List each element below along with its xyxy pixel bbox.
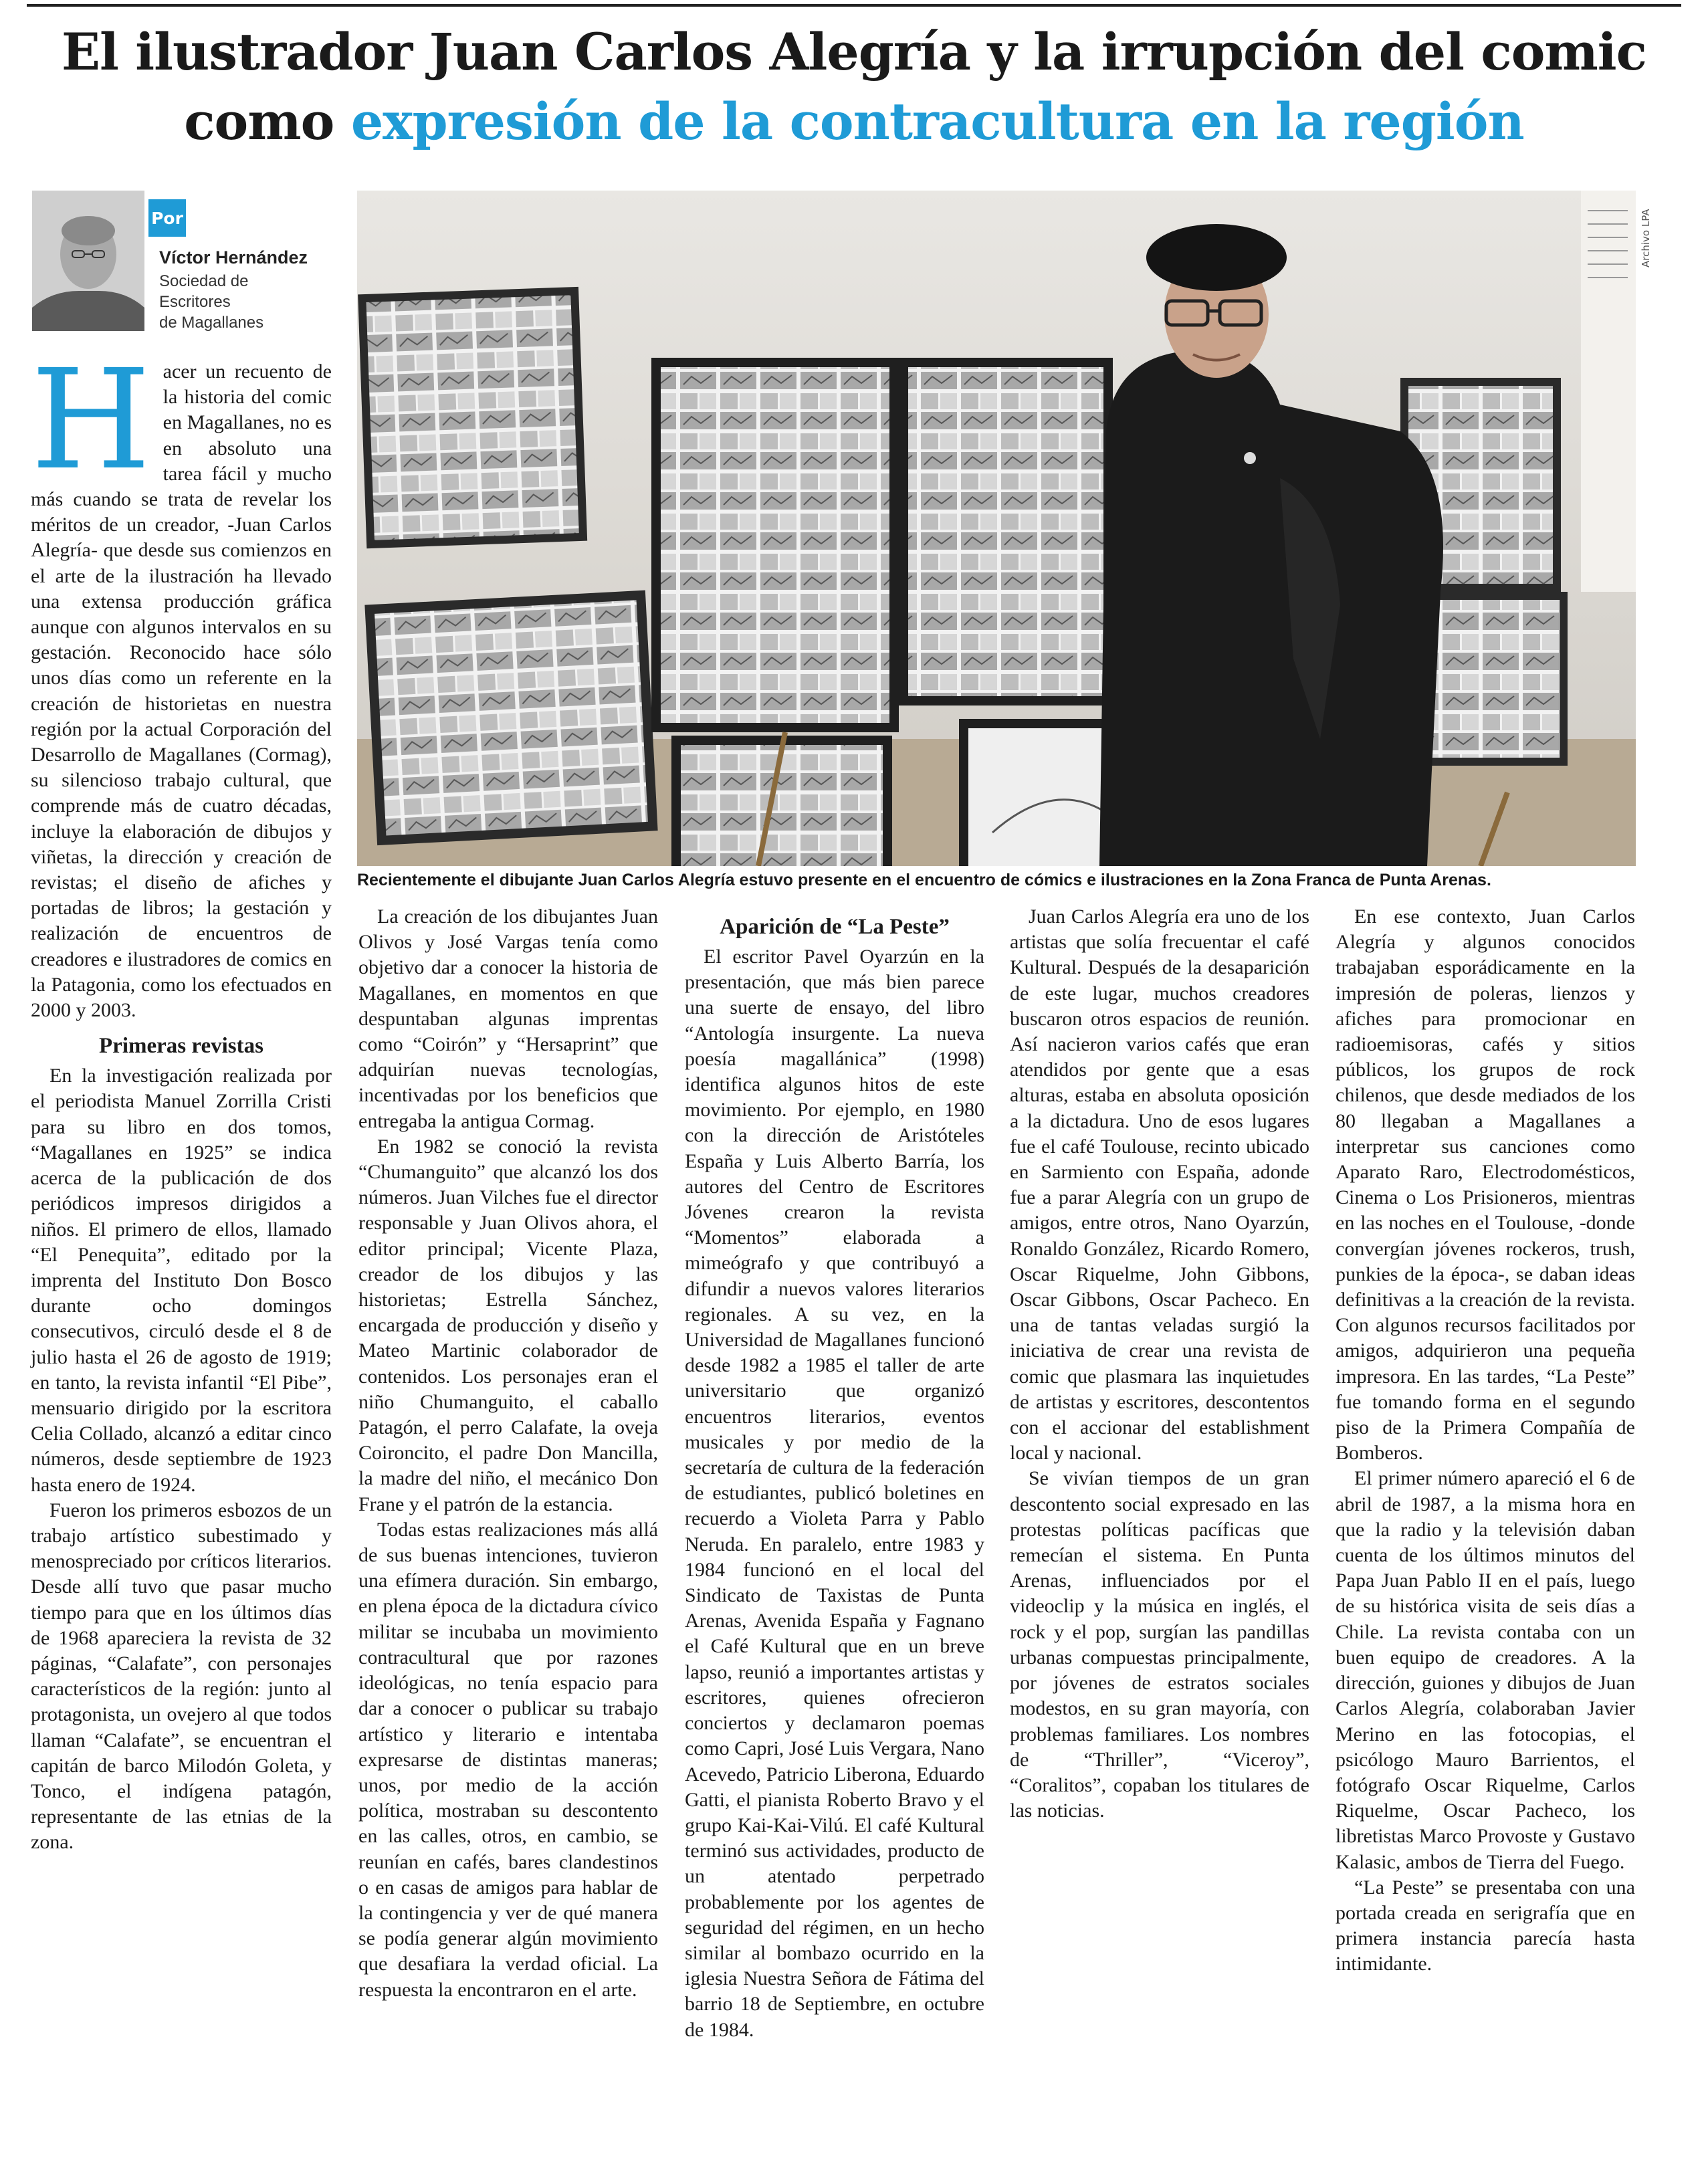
column-2 — [358, 904, 658, 2003]
paragraph: En 1982 se conoció la revista “Chumanguito” que alcanzó los dos números. Juan Vilches fue el director responsable y Juan Olivos ahora, el editor principal; Vicente Plaza, creador de los dibujos y las historietas; Estrella Sánchez, encargada de producción y diseño y Mateo Martinic colaborador de contenidos. Los personajes eran el niño Chumanguito, el caballo Patagón, el perro Calafate, la oveja Coironcito, el padre Don Mancilla, la madre del niño, el mecánico Don Frane y el patrón de la estancia. — [358, 1135, 658, 1515]
column-4 — [1010, 904, 1309, 1824]
paragraph: acer un recuento de la historia del comic en Magallanes, no es en absoluto una tarea fácil y mucho más cuando se trata de revelar los méritos de un creador, -Juan Carlos Alegría- que desde sus comienzos en el arte de la ilustración ha llevado una extensa producción gráfica aunque con algunos intervalos en su gestación. Reconocido hace sólo unos días como un referente en la creación de historietas en nuestra región por la actual Corporación del Desarrollo de Magallanes (Cormag), su silencioso trabajo cultural, que comprende más de cuatro décadas, incluye la elaboración de dibujos y viñetas, la dirección y creación de revistas; el diseño de afiches y portadas de libros; la gestación y realización de encuentros de creadores e ilustradores de comics en la Patagonia, como los efectuados en 2000 y 2003. — [31, 360, 332, 1022]
byline-tag: Por — [148, 199, 186, 237]
author-portrait-icon — [32, 191, 144, 331]
paragraph: Se vivían tiempos de un gran descontento social expresado en las protestas políticas pacíficas que remecían el sistema. En Punta Arenas, influenciados por el videoclip y la música en inglés, el rock y el pop, surgían las pandillas urbanas compuestas principalmente, por jóvenes de estratos sociales modestos, en su gran mayoría, con problemas familiares. Los nombres de “Thriller”, “Viceroy”, “Coralitos”, copaban los titulares de las noticias. — [1010, 1467, 1309, 1822]
column-3 — [685, 904, 984, 2043]
author-photo — [32, 191, 144, 331]
paragraph: En ese contexto, Juan Carlos Alegría y algunos conocidos trabajaban esporádicamente en la impresión de poleras, lienzos y afiches para promocionar en radioemisoras, cafés y sitios públicos, los grupos de rock chilenos, que desde mediados de los 80 llegaban a Magallanes a interpretar sus canciones como Aparato Raro, Electrodomésticos, Cinema o Los Prisioneros, mientras en las noches en el Toulouse, -donde convergían jóvenes rockeros, trush, punkies de la época-, se daban ideas definitivas a la creación de la revista. Con algunos recursos facilitados por amigos, adquirieron una pequeña impresora. En las tardes, “La Peste” fue tomando forma en el segundo piso de la Primera Compañía de Bomberos. — [1336, 905, 1635, 1465]
paragraph: En la investigación realizada por el periodista Manuel Zorrilla Cristi para su libro en dos tomos, “Magallanes en 1925” se indica acerca de la publicación de dos periódicos impresos dirigidos a niños. El primero de ellos, llamado “El Penequita”, editado por la imprenta del Instituto Don Bosco durante ocho domingos consecutivos, circuló desde el 8 de julio hasta el 26 de agosto de 1919; en tanto, la revista infantil “El Pibe”, mensuario dirigido por la escritora Celia Collado, alcanzó a editar cinco números, desde septiembre de 1923 hasta enero de 1924. — [31, 1065, 332, 1496]
paragraph: Fueron los primeros esbozos de un trabajo artístico subestimado y menospreciado por críticos literarios. Desde allí tuvo que pasar mucho tiempo para que en los últimos días de 1968 apareciera la revista de 32 páginas, “Calafate”, con personajes característicos de la región: junto al protagonista, un ovejero al que todos llaman “Calafate”, se encuentran el capitán de barco Milodón Goleta, y Tonco, el indígena patagón, representante de las etnias de la zona. — [31, 1499, 332, 1854]
author-name: Víctor Hernández — [159, 247, 308, 267]
headline — [27, 17, 1681, 156]
drop-cap: H — [31, 340, 151, 500]
headline-accent: expresión de la contracultura en la región — [350, 92, 1524, 151]
column-1 — [31, 340, 332, 1856]
paragraph: Juan Carlos Alegría era uno de los artistas que solía frecuentar el café Kultural. Después de la desaparición de este lugar, muchos creadores buscaron otros espacios de reunión. Así nacieron varios cafés que eran atendidos por gente que a esas alturas, estaba en absoluta oposición a la dictadura. Uno de esos lugares fue el café Toulouse, recinto ubicado en Sarmiento con España, adonde fue a parar Alegría con un grupo de amigos, entre otros, Nano Oyarzún, Ronaldo González, Ricardo Romero, Oscar Riquelme, John Gibbons, Oscar Gibbons, Oscar Pacheco. En una de tantas veladas surgió la iniciativa de crear una revista de comic que plasmara las inquietudes de artistas y escritores, descontentos con el accionar del establishment local y nacional. — [1010, 905, 1309, 1465]
photo-credit: Archivo LPA — [1640, 209, 1652, 267]
photo-caption: Recientemente el dibujante Juan Carlos Alegría estuvo presente en el encuentro de cómics e ilustraciones en la Zona Franca de Punta Arenas. — [357, 871, 1491, 889]
top-rule — [27, 4, 1681, 7]
paragraph: El escritor Pavel Oyarzún en la presentación, que más bien parece una suerte de ensayo, del libro “Antología insurgente. La nueva poesía magallánica” (1998) identifica algunos hitos de este movimiento. Por ejemplo, en 1980 con la dirección de Aristóteles España y Luis Alberto Barría, los autores del Centro de Escritores Jóvenes crearon la revista “Momentos” elaborada a mimeógrafo y que contribuyó a difundir a nuevos valores literarios regionales. A su vez, en la Universidad de Magallanes funcionó desde 1982 a 1985 el taller de arte universitario que organizó encuentros literarios, eventos musicales y por medio de la secretaría de cultura de la federación de estudiantes, publicó boletines en recuerdo a Violeta Parra y Pablo Neruda. En paralelo, entre 1983 y 1984 funcionó en el local del Sindicato de Taxistas de Punta Arenas, Avenida España y Fagnano el Café Kultural que en un breve lapso, reunió a importantes artistas y escritores, quienes ofrecieron conciertos y declamaron poemas como Capri, José Luis Vergara, Nano Acevedo, Patricio Liberona, Eduardo Gatti, el pianista Roberto Bravo y el grupo Kai-Kai-Vilú. El café Kultural terminó sus actividades, producto de un atentado perpetrado probablemente por los agentes de seguridad del régimen, en un hecho similar al bombazo ocurrido en la iglesia Nuestra Señora de Fátima del barrio 18 de Septiembre, en octubre de 1984. — [685, 946, 984, 2041]
headline-main: El ilustrador Juan Carlos Alegría y la irrupción del comic como — [62, 22, 1646, 151]
author-organization: Sociedad de Escritores de Magallanes — [159, 272, 264, 332]
exhibition-photo-illustration — [357, 191, 1636, 866]
column-5 — [1336, 904, 1635, 1977]
paragraph: “La Peste” se presentaba con una portada creada en serigrafía que en primera instancia parecía hasta intimidante. — [1336, 1876, 1635, 1975]
paragraph: Todas estas realizaciones más allá de sus buenas intenciones, tuvieron una efímera duración. Sin embargo, en plena época de la dictadura cívico militar se incubaba un movimiento contracultural que por razones ideológicas, no tenía espacio para dar a conocer o publicar su trabajo artístico y literario e intentaba expresarse de distintas maneras; unos, por medio de la acción política, mostraban su descontento en las calles, otros, en cambio, se reunían en cafés, bares clandestinos o en casas de amigos para hablar de la contingencia y ver de qué manera se podía generar algún movimiento que desafiara la verdad oficial. La respuesta la encontraron en el arte. — [358, 1518, 658, 2001]
subheading-aparicion-la-peste: Aparición de “La Peste” — [720, 915, 950, 939]
paragraph: La creación de los dibujantes Juan Olivos y José Vargas tenía como objetivo dar a conocer la historia de Magallanes, en momentos en que despuntaban algunas imprentas como “Coirón” y “Hersaprint” que adquirían nuevas tecnologías, incentivadas por los beneficios que entregaba la antigua Cormag. — [358, 905, 658, 1132]
article-photo — [357, 191, 1636, 866]
subheading-primeras-revistas: Primeras revistas — [99, 1034, 263, 1059]
paragraph: El primer número apareció el 6 de abril de 1987, a la misma hora en que la radio y la televisión daban cuenta de los últimos minutos del Papa Juan Pablo II en el país, luego de su histórica visita de seis días a Chile. La revista contaba con un buen equipo de creadores. A la dirección, guiones y dibujos de Juan Carlos Alegría, colaboraban Javier Merino en las fotocopias, el psicólogo Mauro Barrientos, el fotógrafo Oscar Riquelme, Carlos Riquelme, Oscar Pacheco, los libretistas Marco Provoste y Gustavo Kalasic, ambos de Tierra del Fuego. — [1336, 1467, 1635, 1873]
